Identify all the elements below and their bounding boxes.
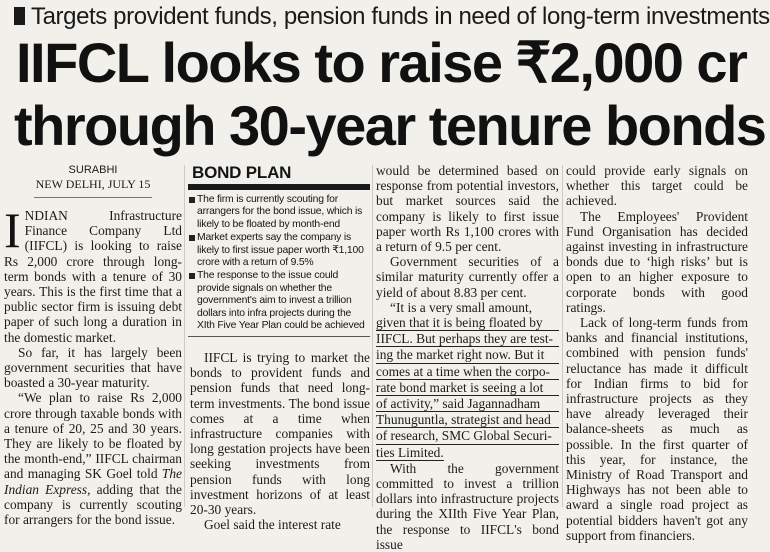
highlighted-quote [376,300,559,461]
paragraph: With the government committed to invest a trillion dollars into infrastructure projects during the XIIth Five Year Plan, the response to IIFCL's bond issue [376,460,559,552]
article-column-3 [376,163,559,552]
bullet-square-icon [189,197,195,203]
paragraph: Lack of long-term funds from banks and financial institutions, combined with pension funds' reluctance has made it difficult for Indian firms to bid for infrastructure projects as they have already leveraged their balance-sheets as much as possible. In the first quarter of this year, for instance, the Ministry of Road Transport and Highways has not been able to award a single road project as potential bidders haven't got any support from financiers. [566,315,748,543]
bond-plan-item-text: Market experts say the company is likely to first issue paper worth ₹1,100 crore with a return of 9.5% [197,232,364,269]
kicker [14,2,770,32]
quote-line: comes at a time when the corpo- [376,364,559,380]
quote-line: rate bond market is seeing a lot [376,380,559,396]
paragraph: Government securities of a similar maturity currently offer a yield of about 8.83 per cent. [376,254,559,300]
bond-plan-item-text: The firm is currently scouting for arrangers for the bond issue, which is likely to be floated by month-end [197,194,363,230]
article-column-4 [566,163,748,543]
paragraph: could provide early signals on whether this target could be achieved. [566,163,748,209]
quote-line: ties Limited. [376,444,444,460]
dateline: NEW DELHI, JULY 15 [35,177,151,191]
paragraph-text: “We plan to raise Rs 2,000 crore through taxable bonds with a tenure of 20, 25 and 30 years. They are likely to be floated by the month-end,” IIFCL chairman and managing SK Goel told [4,390,182,482]
quote-line: Thunuguntla, strategist and head [376,412,559,428]
quote-line: of activity,” said Jagannadham [376,396,559,412]
quote-line: ing the market right now. But it [376,347,559,363]
quote-line: “It is a very small amount, [390,299,533,315]
newspaper-name: The Indian Express [4,466,182,497]
paragraph: Goel said the interest rate [204,517,341,533]
article-column-2 [190,350,370,532]
headline-line-2: through 30-year tenure bonds [14,94,766,157]
bond-plan-title: BOND PLAN [192,163,292,182]
paragraph-text: NDIAN Infrastructure Finance Company Ltd (IIFCL) is looking to raise Rs 2,000 crore through long-term bonds with a tenure of 30 years. This is the first time that a public sector firm is issuing debt paper of such long a duration in the domestic market. [4,208,182,345]
paragraph [4,202,182,345]
paragraph: The Employees' Provident Fund Organisation has decided against investing in infrastructure bonds due to ‘high risks’ but is open to an higher exposure to corporate bonds with good ratings. [566,208,748,315]
paragraph-text: , adding that the company is currently scouting for arrangers for the bond issue. [4,481,182,528]
column-divider [372,165,373,507]
paragraph [4,390,182,527]
bullet-square-icon [189,273,195,279]
quote-line: IIFCL. But perhaps they are test- [376,331,559,347]
bond-plan-item-text: The response to the issue could provide signals on whether the government's aim to invest a trillion dollars into infra projects during the XIth Five Year Plan could be achieved [197,270,365,332]
kicker-text: Targets provident funds, pension funds in need of long-term investments [31,3,770,30]
article-column-1 [4,163,182,527]
bullet-square-icon [189,235,195,241]
bond-plan-bar [188,184,370,190]
bond-plan-item [188,232,370,269]
drop-cap: I [4,202,21,258]
bond-plan-sidebar [188,163,370,337]
column-divider [562,165,563,507]
bond-plan-item [188,270,370,332]
paragraph: So far, it has largely been government securities that have boasted a 30-year maturity. [4,344,182,391]
column-divider [184,165,185,507]
byline-rule [34,197,152,198]
bond-plan-item [188,194,370,231]
byline-author: SURABHI [68,164,118,176]
quote-line: of research, SMC Global Securi- [376,428,559,444]
bullet-square-icon [14,7,25,25]
quote-line: given that it is being floated by [376,315,559,331]
headline-line-1: IIFCL looks to raise ₹2,000 cr [16,31,747,94]
paragraph: IIFCL is trying to market the bonds to provident funds and pension funds that need long-term investments. The bond issue comes at a time when infrastructure companies with long gestation projects have been seeking investments from pension funds with long investment horizons of at least 20-30 years. [190,350,370,518]
bond-plan-rule [188,336,370,337]
paragraph: would be determined based on response from potential investors, but market sources said the company is likely to first issue paper worth Rs 1,100 crores with a return of 9.5 per cent. [376,163,559,255]
